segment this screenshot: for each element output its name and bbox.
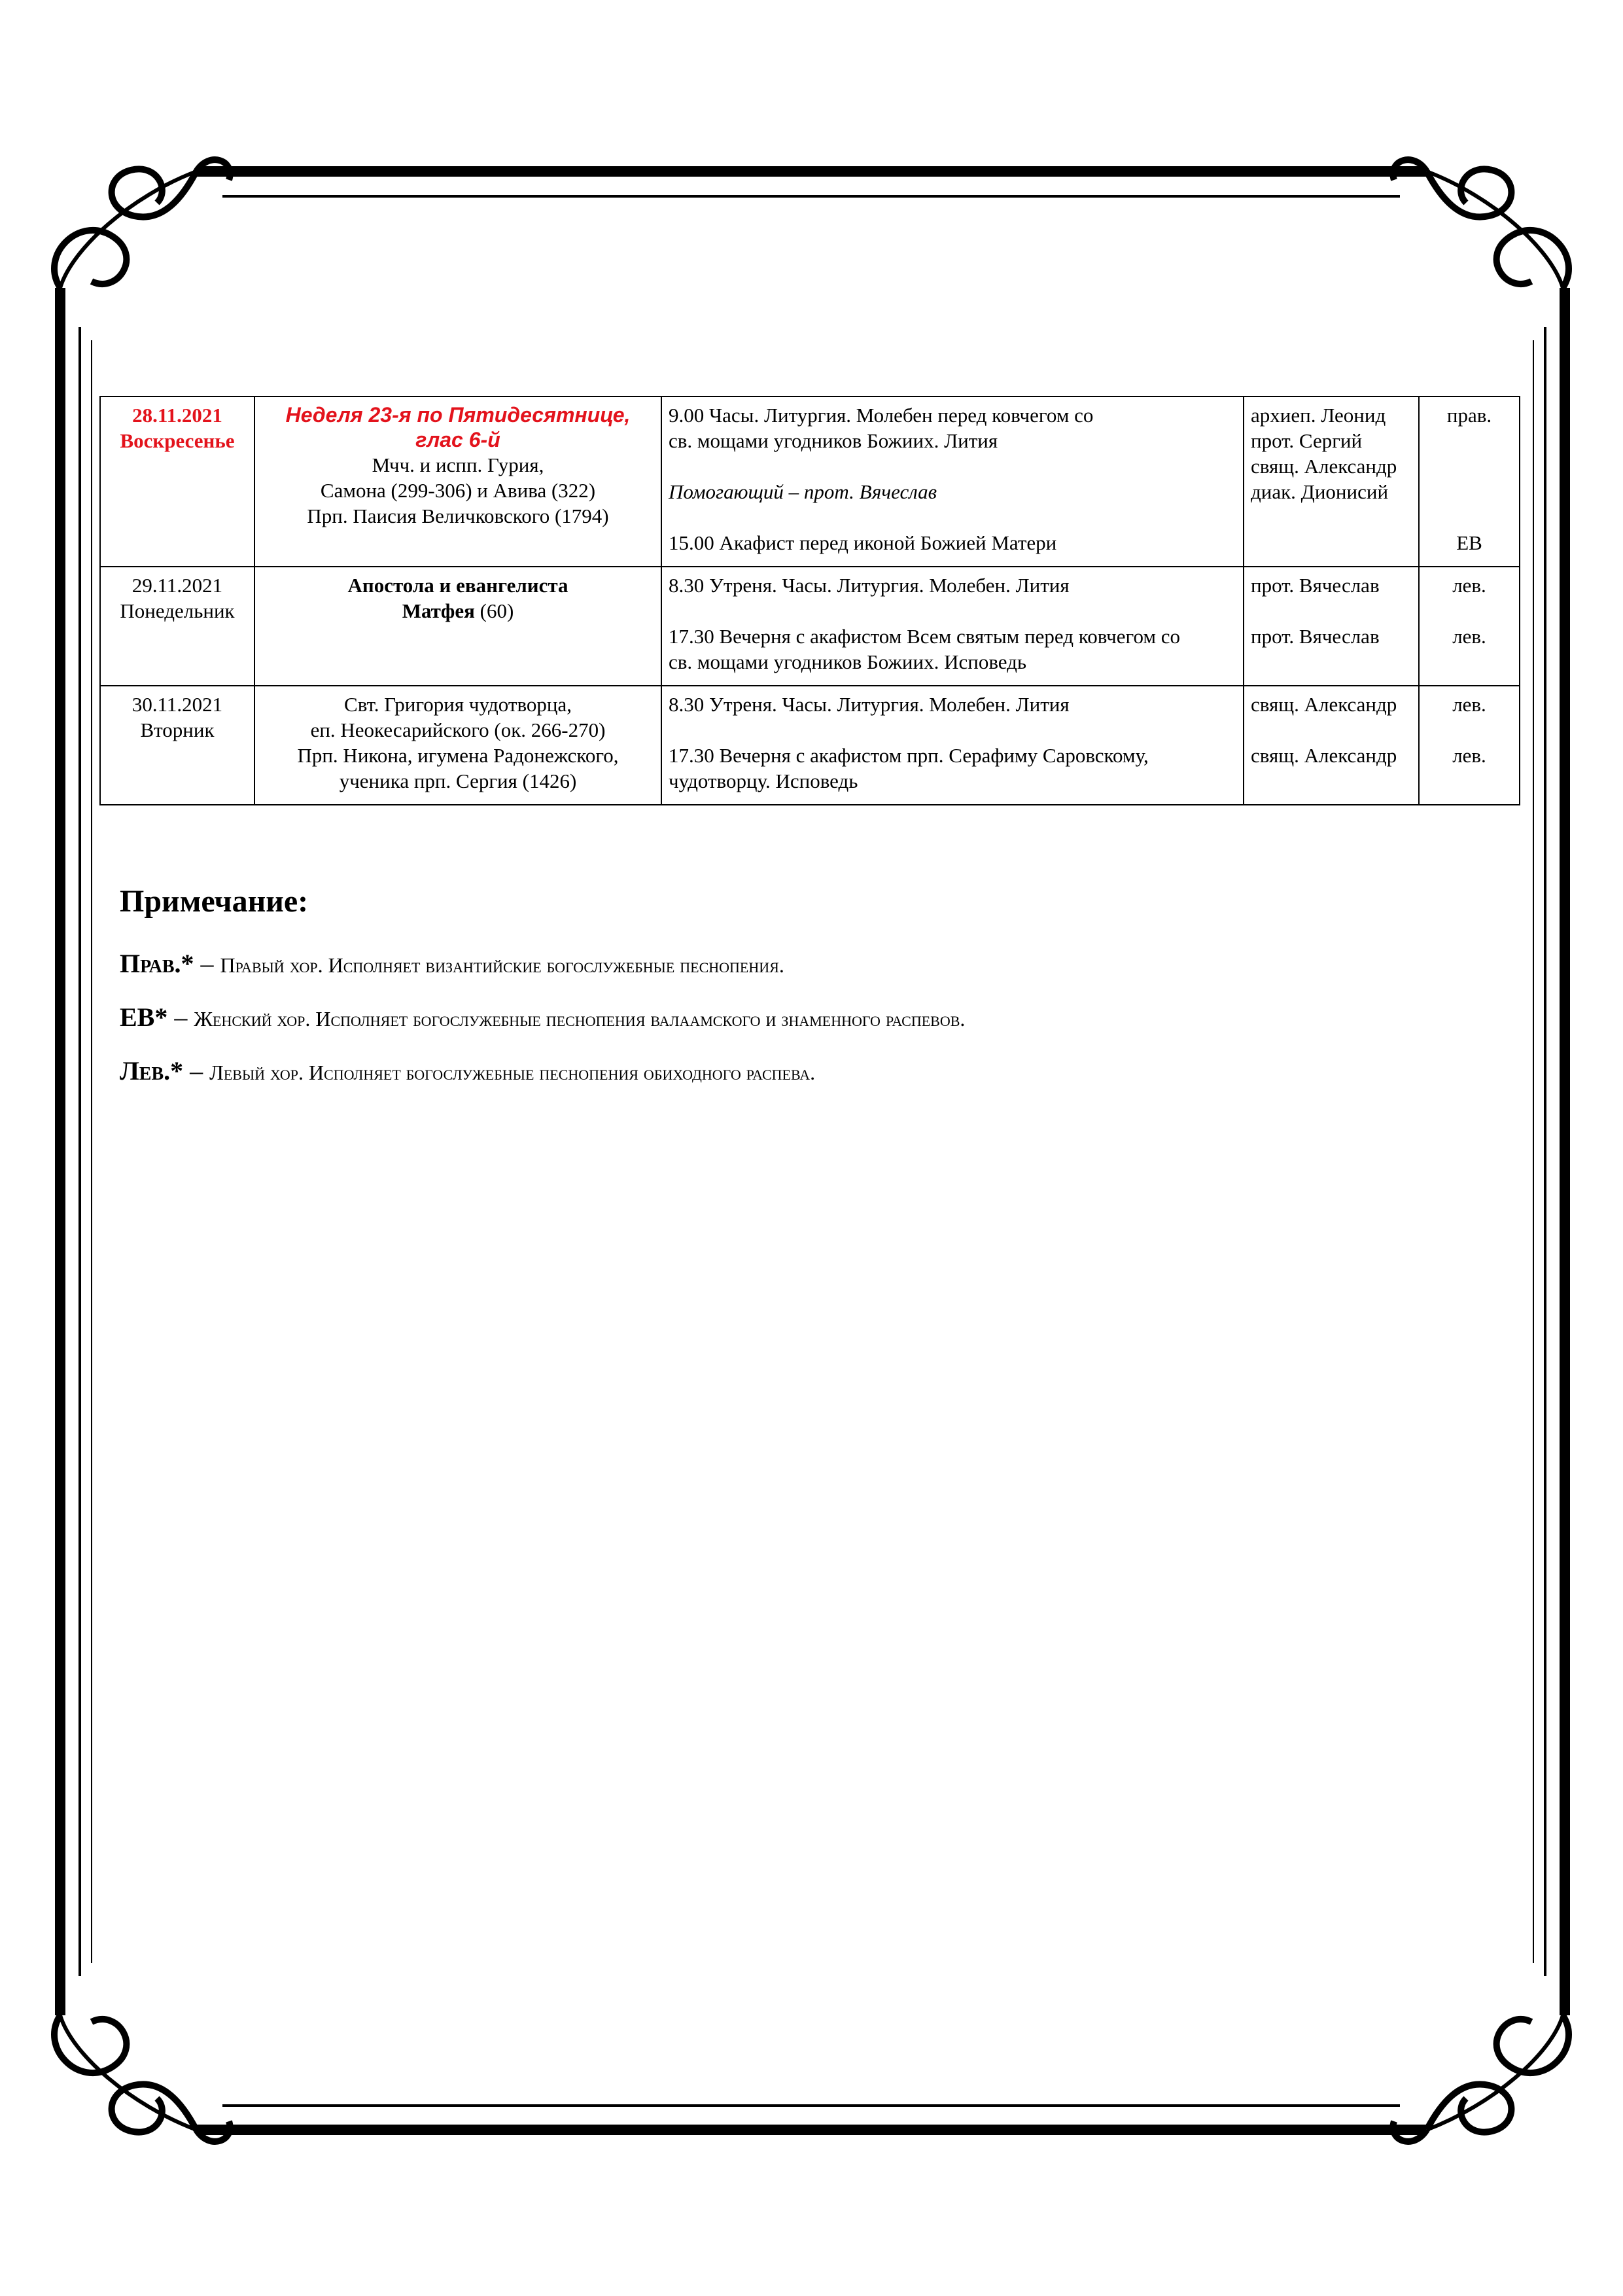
notes-heading: Примечание:: [120, 884, 309, 919]
helper-line: Помогающий – прот. Вячеслав: [669, 480, 937, 503]
date-cell: [100, 397, 254, 567]
clergy-name: архиеп. Леонид: [1251, 404, 1386, 427]
clergy-cell: [1244, 567, 1419, 686]
note-description: Левый хор. Исполняет богослужебные песнопения обиходного распева.: [209, 1061, 816, 1084]
corner-ornament-top-left: [54, 160, 230, 288]
choir-label: лев.: [1452, 574, 1486, 597]
corner-ornament-bottom-left: [54, 2015, 230, 2142]
table-row: [100, 397, 1520, 567]
choir-label: лев.: [1452, 693, 1486, 716]
weekday: Воскресенье: [120, 429, 235, 452]
date-cell: [100, 686, 254, 805]
note-term: Прав.*: [120, 949, 194, 978]
feast-line: Прп. Никона, игумена Радонежского,: [297, 744, 619, 767]
service-line: 9.00 Часы. Литургия. Молебен перед ковчегом со: [669, 404, 1094, 427]
choir-cell: [1419, 686, 1520, 805]
clergy-name: прот. Вячеслав: [1251, 574, 1380, 597]
clergy-name: свящ. Александр: [1251, 744, 1397, 767]
date-cell: [100, 567, 254, 686]
service-line: 17.30 Вечерня с акафистом прп. Серафиму Саровскому,: [669, 744, 1149, 767]
service-line: св. мощами угодников Божиих. Исповедь: [669, 650, 1027, 673]
feast-cell: [254, 686, 661, 805]
clergy-name: диак. Дионисий: [1251, 480, 1389, 503]
note-item: [120, 1055, 1428, 1088]
clergy-name: прот. Вячеслав: [1251, 625, 1380, 648]
weekday: Вторник: [140, 718, 215, 741]
feast-line: ученика прп. Сергия (1426): [339, 769, 577, 792]
date: 30.11.2021: [131, 693, 223, 716]
feast-line: Мчч. и испп. Гурия,: [372, 453, 544, 476]
feast-cell: [254, 567, 661, 686]
service-line: 17.30 Вечерня с акафистом Всем святым перед ковчегом со: [669, 625, 1181, 648]
feast-title: Неделя 23-я по Пятидесятнице,: [285, 403, 631, 427]
service-line: 15.00 Акафист перед иконой Божией Матери: [669, 531, 1057, 554]
feast-tone: глас 6-й: [415, 428, 500, 451]
clergy-cell: [1244, 397, 1419, 567]
choir-cell: [1419, 397, 1520, 567]
services-cell: [661, 397, 1244, 567]
note-term: ЕВ*: [120, 1002, 168, 1032]
service-line: чудотворцу. Исповедь: [669, 769, 858, 792]
service-line: св. мощами угодников Божиих. Лития: [669, 429, 998, 452]
date: 28.11.2021: [132, 404, 222, 427]
note-dash: –: [194, 949, 220, 978]
feast-line: Матфея: [402, 599, 475, 622]
note-item: [120, 1002, 1428, 1034]
note-description: Женский хор. Исполняет богослужебные песнопения валаамского и знаменного распевов.: [194, 1007, 966, 1031]
feast-line: Прп. Паисия Величковского (1794): [307, 504, 609, 527]
choir-label: лев.: [1452, 744, 1486, 767]
corner-ornament-bottom-right: [1393, 2015, 1569, 2142]
feast-line: Апостола и евангелиста: [347, 574, 568, 597]
services-cell: [661, 567, 1244, 686]
services-cell: [661, 686, 1244, 805]
clergy-name: свящ. Александр: [1251, 455, 1397, 478]
note-dash: –: [167, 1002, 194, 1032]
clergy-cell: [1244, 686, 1419, 805]
corner-ornament-top-right: [1393, 160, 1569, 288]
note-dash: –: [183, 1056, 210, 1086]
table-row: [100, 686, 1520, 805]
choir-label: прав.: [1446, 404, 1492, 427]
table-row: [100, 567, 1520, 686]
note-item: [120, 948, 1428, 981]
choir-cell: [1419, 567, 1520, 686]
notes-section: [120, 883, 1428, 1109]
note-term: Лев.*: [120, 1056, 184, 1086]
feast-cell: [254, 397, 661, 567]
choir-label: лев.: [1452, 625, 1486, 648]
clergy-name: прот. Сергий: [1251, 429, 1363, 452]
service-schedule-table: [99, 396, 1520, 805]
service-line: 8.30 Утреня. Часы. Литургия. Молебен. Лития: [669, 574, 1070, 597]
service-line: 8.30 Утреня. Часы. Литургия. Молебен. Лития: [669, 693, 1070, 716]
feast-line: Свт. Григория чудотворца,: [344, 693, 572, 716]
weekday: Понедельник: [120, 599, 235, 622]
feast-line: Самона (299-306) и Авива (322): [320, 479, 596, 502]
choir-label: ЕВ: [1456, 531, 1482, 554]
feast-line: еп. Неокесарийского (ок. 266-270): [310, 718, 606, 741]
date: 29.11.2021: [131, 574, 223, 597]
feast-year: (60): [474, 599, 514, 622]
note-description: Правый хор. Исполняет византийские богослужебные песнопения.: [220, 953, 784, 977]
clergy-name: свящ. Александр: [1251, 693, 1397, 716]
